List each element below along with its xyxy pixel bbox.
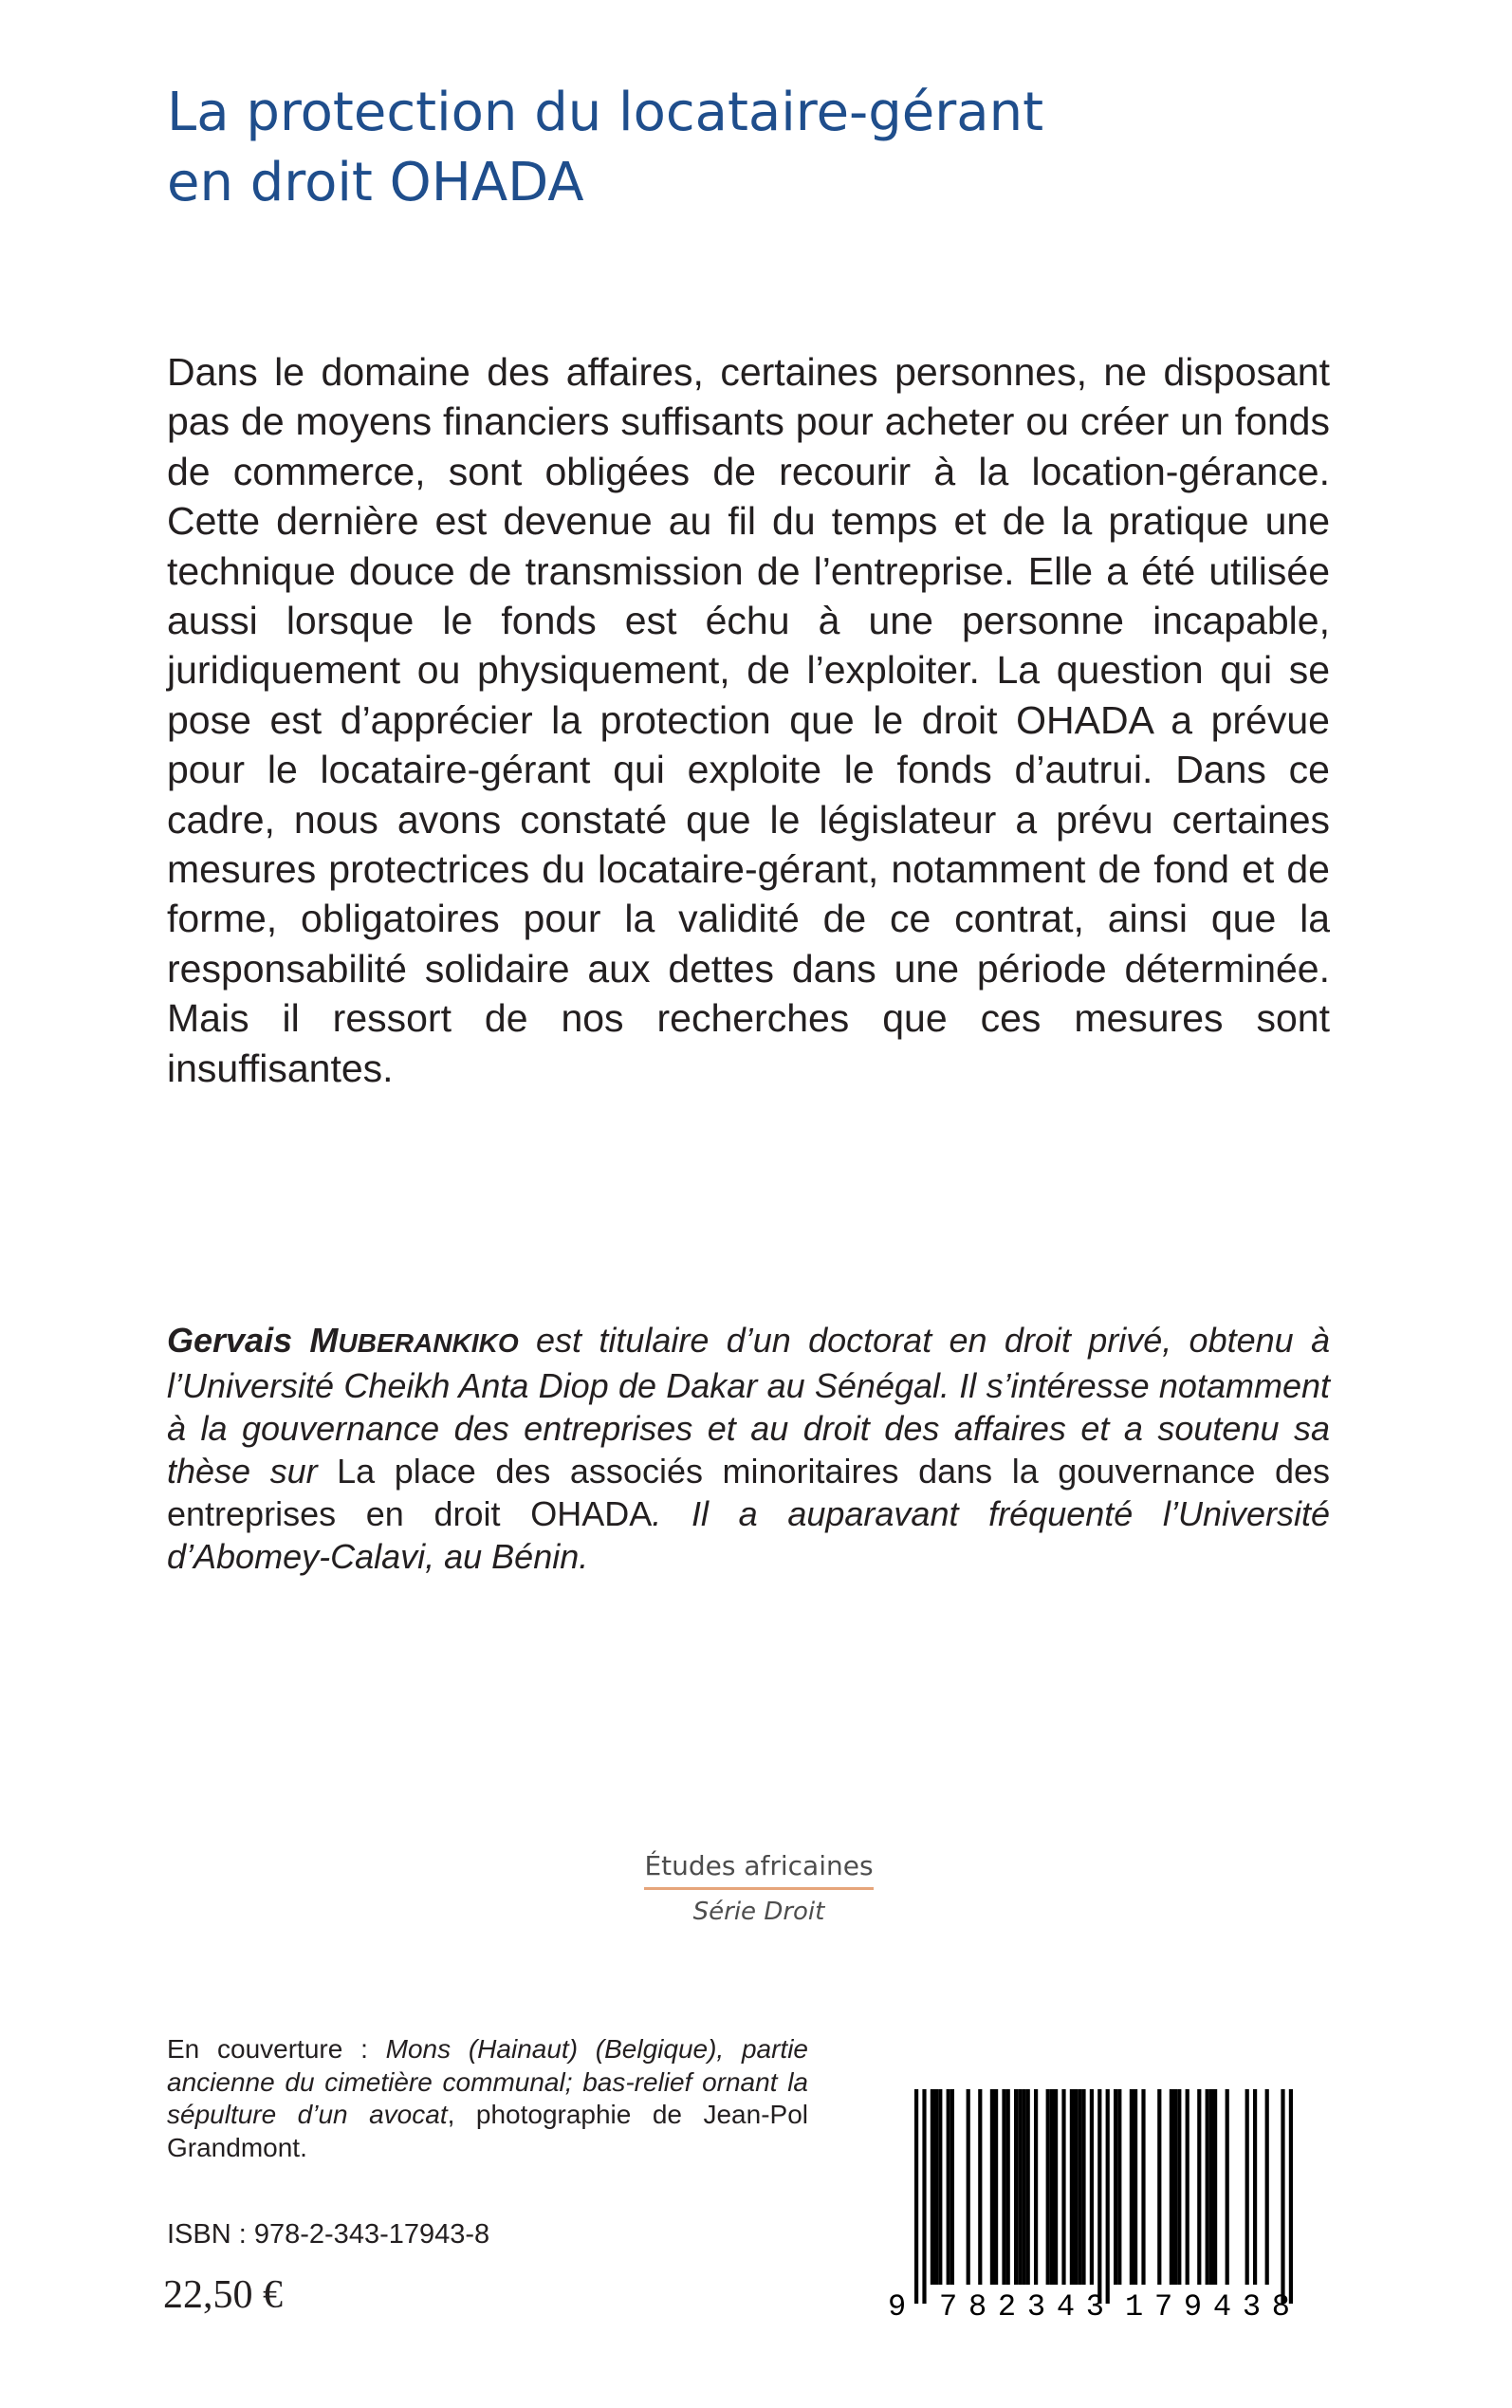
- barcode-bar: [967, 2089, 970, 2285]
- barcode-bar: [1289, 2089, 1293, 2304]
- barcode-bar: [914, 2089, 918, 2304]
- barcode-bar: [1046, 2089, 1050, 2285]
- barcode-bar: [1061, 2089, 1065, 2285]
- barcode-bar: [1081, 2089, 1085, 2285]
- barcode-bar: [1114, 2089, 1117, 2285]
- cover-credit: [167, 2033, 808, 2164]
- barcode-bar: [1070, 2089, 1074, 2285]
- barcode-bar: [1157, 2089, 1161, 2285]
- barcode-bar: [931, 2089, 934, 2285]
- barcode-bar: [1134, 2089, 1137, 2285]
- barcode-bar: [1130, 2089, 1134, 2285]
- barcode-bar: [1253, 2089, 1257, 2285]
- barcode-bar: [1265, 2089, 1269, 2285]
- series-subseries: Série Droit: [692, 1898, 825, 1926]
- barcode: [878, 2085, 1343, 2323]
- barcode-bar: [1186, 2089, 1189, 2285]
- barcode-bar: [950, 2089, 954, 2285]
- barcode-bar: [1014, 2089, 1018, 2285]
- title-line-2: en droit OHADA: [167, 152, 584, 213]
- title-line-1: La protection du locataire-gérant: [167, 82, 1044, 143]
- credit-description: Mons (Hainaut) (Belgique), partie ancienne du cimetière communal; bas-relief ornant la sépulture d’un avocat: [167, 2034, 808, 2129]
- credit-suffix: , photographie de Jean-Pol Grandmont.: [167, 2100, 808, 2162]
- barcode-right-digits: 179438: [1125, 2289, 1290, 2323]
- barcode-bar: [947, 2089, 950, 2285]
- bio-text-2: . Il a auparavant fréquenté l’Université d’Abomey-Calavi, au Bénin.: [167, 1494, 1331, 1576]
- thesis-title: La place des associés minoritaires dans la gouvernance des entreprises en droit OHADA: [167, 1452, 1330, 1533]
- barcode-bar: [1141, 2089, 1145, 2285]
- barcode-bar: [1018, 2089, 1022, 2285]
- barcode-bar: [1050, 2089, 1054, 2285]
- price: 22,50 €: [163, 2273, 283, 2317]
- barcode-bar: [1097, 2089, 1101, 2304]
- barcode-bar: [1054, 2089, 1058, 2285]
- barcode-bar: [1170, 2089, 1173, 2285]
- barcode-bar: [1117, 2089, 1121, 2285]
- isbn: ISBN : 978-2-343-17943-8: [167, 2219, 490, 2250]
- series-block: [569, 1850, 949, 1926]
- barcode-bar: [1002, 2089, 1005, 2285]
- barcode-bar: [1074, 2089, 1078, 2285]
- barcode-left-digits: 782343: [939, 2289, 1104, 2323]
- barcode-bar: [994, 2089, 998, 2285]
- barcode-bar: [1197, 2089, 1201, 2285]
- book-summary: Dans le domaine des affaires, certaines personnes, ne disposant pas de moyens financiers suffisants pour acheter ou créer un fonds de commerce, sont obligées de recourir à la location-gérance. Cette dernière est devenue au fil du temps et de la pratique une technique douce de transmission de l’entreprise. Elle a été utilisée aussi lorsque le fonds est échu à une personne incapable, juridiquement ou physiquement, de l’exploiter. La question qui se pose est d’apprécier la protection que le droit OHADA a prévue pour le locataire-gérant qui exploite le fonds d’autrui. Dans ce cadre, nous avons constaté que le législateur a prévu certaines mesures protectrices du locataire-gérant, notamment de fond et de forme, obligatoires pour la validité de ce contrat, ainsi que la responsabilité solidaire aux dettes dans une période déterminée. Mais il ressort de nos recherches que ces mesures sont insuffisantes.: [167, 350, 1330, 1090]
- barcode-bar: [1026, 2089, 1030, 2285]
- barcode-bar: [1034, 2089, 1038, 2285]
- book-title: [167, 78, 1400, 218]
- barcode-bar: [1173, 2089, 1177, 2285]
- barcode-bar: [1206, 2089, 1209, 2285]
- barcode-bar: [1213, 2089, 1217, 2285]
- barcode-bar: [938, 2089, 942, 2285]
- barcode-bar: [1078, 2089, 1081, 2285]
- barcode-bar: [922, 2089, 926, 2304]
- barcode-bar: [978, 2089, 982, 2285]
- barcode-bar: [934, 2089, 938, 2285]
- barcode-bar: [1209, 2089, 1213, 2285]
- barcode-bar: [1226, 2089, 1229, 2285]
- barcode-bar: [1090, 2089, 1094, 2285]
- barcode-bar: [1281, 2089, 1284, 2304]
- credit-prefix: En couverture :: [167, 2034, 386, 2064]
- author-name: Gervais MUBERANKIKO: [167, 1321, 519, 1360]
- barcode-bar: [1106, 2089, 1110, 2304]
- barcode-bars: [914, 2089, 1293, 2304]
- barcode-bar: [1022, 2089, 1025, 2285]
- author-bio: [167, 1319, 1330, 1578]
- barcode-bar: [990, 2089, 994, 2285]
- barcode-bar: [1245, 2089, 1249, 2285]
- barcode-first-digit: 9: [888, 2289, 907, 2323]
- barcode-bar: [1006, 2089, 1010, 2285]
- barcode-bar: [1177, 2089, 1181, 2285]
- series-name: Études africaines: [644, 1850, 873, 1890]
- bio-text-1: est titulaire d’un doctorat en droit privé, obtenu à l’Université Cheikh Anta Diop de Dakar au Sénégal. Il s’intéresse notamment à la gouvernance des entreprises et au droit des affaires et a soutenu sa thèse sur: [167, 1321, 1330, 1491]
